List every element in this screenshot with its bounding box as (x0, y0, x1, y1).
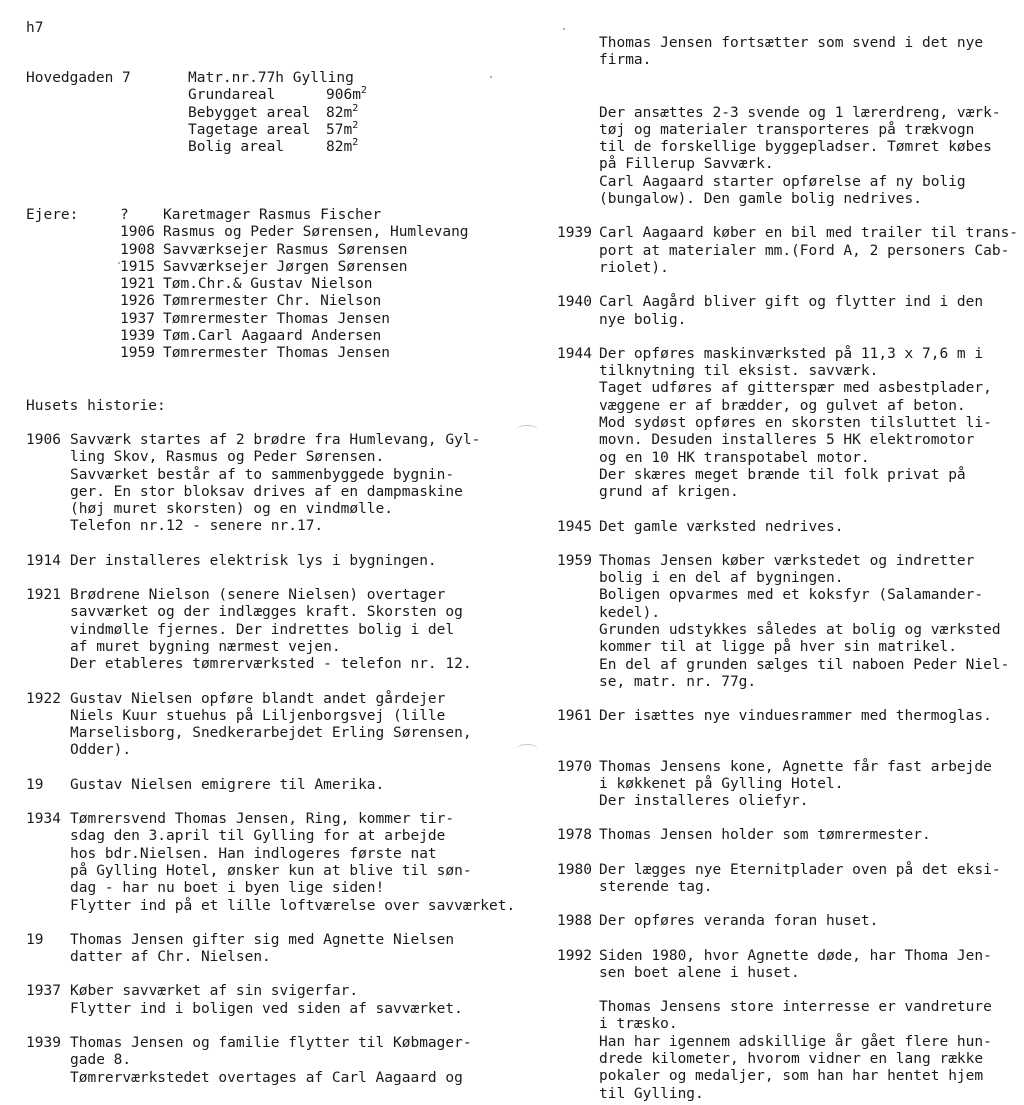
property-label: Bebygget areal (188, 104, 311, 121)
history-entry (26, 811, 516, 915)
owner-year: ? (120, 207, 129, 223)
history-left-column (26, 432, 516, 1087)
owner-row (120, 328, 469, 345)
history-entry (26, 777, 516, 794)
history-entry (557, 759, 1017, 811)
property-label: Matr.nr.77h Gylling (188, 70, 354, 86)
owner-name: Tøm.Carl Aagaard Andersen (163, 328, 382, 345)
entry-year: 1937 (26, 983, 61, 1000)
entry-text: Det gamle værksted nedrives. (599, 518, 844, 535)
scan-speck (490, 76, 492, 78)
entry-year: 19 (26, 776, 44, 793)
owner-year: 1937 (120, 310, 155, 327)
entry-text: Thomas Jensen holder som tømrermester. (599, 827, 931, 844)
entry-year: 1988 (557, 913, 592, 930)
entry-year: 1980 (557, 861, 592, 878)
entry-year: 1906 (26, 432, 61, 448)
owner-name: Tøm.Chr.& Gustav Nielson (163, 276, 373, 293)
owner-year: 1908 (120, 241, 155, 258)
owner-year: 1915 (120, 258, 155, 275)
entry-text: Der isættes nye vinduesrammer med thermoglas. (599, 708, 992, 725)
entry-text: Gustav Nielsen opføre blandt andet gårdejer Niels Kuur stuehus på Liljenborgsvej (lille Marselisborg, Snedkerarbejdet Erling Sørensen, Odder). (70, 690, 472, 759)
entry-text: Der opføres maskinværksted på 11,3 x 7,6 m i tilknytning til eksist. savværk. Taget udføres af gitterspær med asbestplader, væggene er af brædder, og gulvet af beton. Mod sydøst opføres en skorsten tilsluttet li- movn. Desuden installeres 5 HK elektromotor og en 10 HK transpotabel motor. Der skæres meget brænde til folk privat på grund af krigen. (599, 345, 992, 501)
owner-year: 1939 (120, 328, 155, 345)
entry-text: Brødrene Nielson (senere Nielsen) overtager savværket og der indlægges kraft. Skorsten og vindmølle fjernes. Der indrettes bolig i del af muret bygning nærmest vejen. Der etableres tømrerværksted - telefon nr. 12. (70, 587, 472, 673)
entry-year: 1978 (557, 827, 592, 844)
owner-row (120, 311, 469, 328)
history-entry (26, 1035, 516, 1087)
entry-year: 1939 (26, 1035, 61, 1052)
scan-speck (118, 262, 120, 264)
entry-text: Køber savværket af sin svigerfar. Flytter ind i boligen ved siden af savværket. (70, 983, 463, 1017)
property-label: Bolig areal (188, 139, 285, 156)
history-entry (557, 913, 1017, 930)
owner-year: 1926 (120, 293, 155, 310)
punch-hole-arc (516, 425, 538, 436)
owner-name: Savværksejer Rasmus Sørensen (163, 241, 408, 258)
entry-year: 1921 (26, 587, 61, 604)
history-heading: Husets historie: (26, 398, 166, 414)
entry-text: Thomas Jensen fortsætter som svend i det nye firma. (599, 35, 984, 69)
owners-list (120, 207, 469, 363)
property-table (188, 70, 367, 156)
history-entry (557, 346, 1017, 502)
entry-text: Thomas Jensen køber værkstedet og indretter bolig i en del af bygningen. Boligen opvarmes med et koksfyr (Salamander- kedel). Grunden udstykkes således at bolig og værksted kommer til at ligge på hver sin matrikel. En del af grunden sælges til naboen Peder Niel- se, matr. nr. 77g. (599, 552, 1010, 690)
owner-name: Rasmus og Peder Sørensen, Humlevang (163, 224, 469, 241)
owner-year: 1921 (120, 276, 155, 293)
property-row (188, 70, 367, 87)
entry-text: Gustav Nielsen emigrere til Amerika. (70, 776, 385, 793)
entry-text: Thomas Jensen gifter sig med Agnette Nielsen datter af Chr. Nielsen. (70, 931, 455, 966)
entry-text: Thomas Jensens store interresse er vandreture i træsko. Han har igennem adskillige år gået flere hun- drede kilometer, hvorom vidner en lang række pokaler og medaljer, som han har hentet hjem til Gylling. (599, 999, 992, 1102)
entry-year: 19 (26, 931, 44, 948)
property-value: $82m^2$ (326, 102, 359, 121)
owner-row (120, 224, 469, 241)
owner-name: Tømrermester Thomas Jensen (163, 310, 390, 327)
entry-year: 1961 (557, 708, 592, 725)
history-right-column (557, 35, 1017, 1103)
entry-text: Der ansættes 2-3 svende og 1 lærerdreng, værk- tøj og materialer transporteres på trækvogn til de forskellige byggepladser. Tømret købes på Fillerup Savværk. Carl Aagaard starter opførelse af ny bolig (bungalow). Den gamle bolig nedrives. (599, 104, 1001, 208)
property-row (188, 102, 367, 122)
history-entry (557, 294, 1017, 329)
owner-row (120, 242, 469, 259)
property-value: $57m^2$ (326, 119, 359, 138)
entry-year: 1970 (557, 758, 592, 775)
scan-speck (563, 28, 565, 30)
owner-name: Karetmager Rasmus Fischer (163, 207, 382, 223)
entry-text: Thomas Jensens kone, Agnette får fast arbejde i køkkenet på Gylling Hotel. Der installeres oliefyr. (599, 758, 992, 810)
entry-text: Der opføres veranda foran huset. (599, 913, 879, 930)
owner-year: 1906 (120, 224, 155, 241)
entry-year: 1934 (26, 811, 61, 828)
property-value: $906m^2$ (326, 85, 367, 104)
owner-name: Tømrermester Thomas Jensen (163, 345, 390, 362)
property-row (188, 139, 367, 156)
entry-year: 1940 (557, 294, 592, 311)
entry-year: 1945 (557, 518, 592, 535)
history-entry (557, 827, 1017, 844)
history-entry (557, 225, 1017, 277)
punch-hole-arc (516, 744, 538, 755)
entry-text: Siden 1980, hvor Agnette døde, har Thoma Jen- sen boet alene i huset. (599, 947, 992, 981)
history-entry (26, 932, 516, 967)
history-entry (26, 432, 516, 536)
page-id: h7 (26, 20, 44, 36)
property-row (188, 119, 367, 139)
history-entry (557, 948, 1017, 983)
owners-label: Ejere: (26, 207, 79, 223)
history-entry (26, 553, 516, 570)
entry-text: Savværk startes af 2 brødre fra Humlevang, Gyl- ling Skov, Rasmus og Peder Sørensen. Savværket består af to sammenbyggede bygnin- ger. En stor bloksav drives af en dampmaskine (høj muret skorsten) og en vindmølle. Telefon nr.12 - senere nr.17. (70, 432, 481, 535)
history-entry (557, 708, 1017, 725)
entry-text: Carl Aagaard køber en bil med trailer til trans- port at materialer mm.(Ford A, 2 personers Cab- riolet). (599, 225, 1019, 276)
property-label: Grundareal (188, 87, 276, 104)
history-entry (557, 553, 1017, 691)
owner-row (120, 293, 469, 310)
entry-year: 1914 (26, 552, 61, 569)
history-entry (26, 691, 516, 760)
entry-text: Der installeres elektrisk lys i bygningen. (70, 552, 437, 569)
owner-row (120, 259, 469, 276)
entry-year: 1939 (557, 225, 592, 242)
history-entry (557, 519, 1017, 536)
entry-text: Der lægges nye Eternitplader oven på det eksi- sterende tag. (599, 861, 1001, 895)
history-entry (557, 105, 1017, 209)
history-entry (26, 587, 516, 673)
history-entry (26, 983, 516, 1018)
property-value: $82m^2$ (326, 137, 359, 156)
owner-row (120, 207, 469, 224)
entry-text: Tømrersvend Thomas Jensen, Ring, kommer tir- sdag den 3.april til Gylling for at arbejde hos bdr.Nielsen. Han indlogeres første nat på Gylling Hotel, ønsker kun at blive til søn- dag - har nu boet i byen lige siden! Flytter ind på et lille loftværelse over savværket. (70, 811, 516, 914)
history-entry (557, 862, 1017, 897)
entry-year: 1959 (557, 552, 592, 569)
entry-text: Thomas Jensen og familie flytter til Købmager- gade 8. Tømrerværkstedet overtages af Carl Aagaard og (70, 1035, 472, 1086)
history-entry (557, 35, 1017, 70)
entry-year: 1922 (26, 690, 61, 707)
owner-year: 1959 (120, 345, 155, 362)
owner-row (120, 276, 469, 293)
history-entry (557, 999, 1017, 1103)
entry-year: 1944 (557, 345, 592, 362)
entry-year: 1992 (557, 947, 592, 964)
property-row (188, 87, 367, 104)
entry-text: Carl Aagård bliver gift og flytter ind i den nye bolig. (599, 294, 984, 328)
address: Hovedgaden 7 (26, 70, 131, 86)
property-label: Tagetage areal (188, 121, 311, 138)
owner-name: Savværksejer Jørgen Sørensen (163, 258, 408, 275)
owner-row (120, 345, 469, 362)
owner-name: Tømrermester Chr. Nielson (163, 293, 382, 310)
